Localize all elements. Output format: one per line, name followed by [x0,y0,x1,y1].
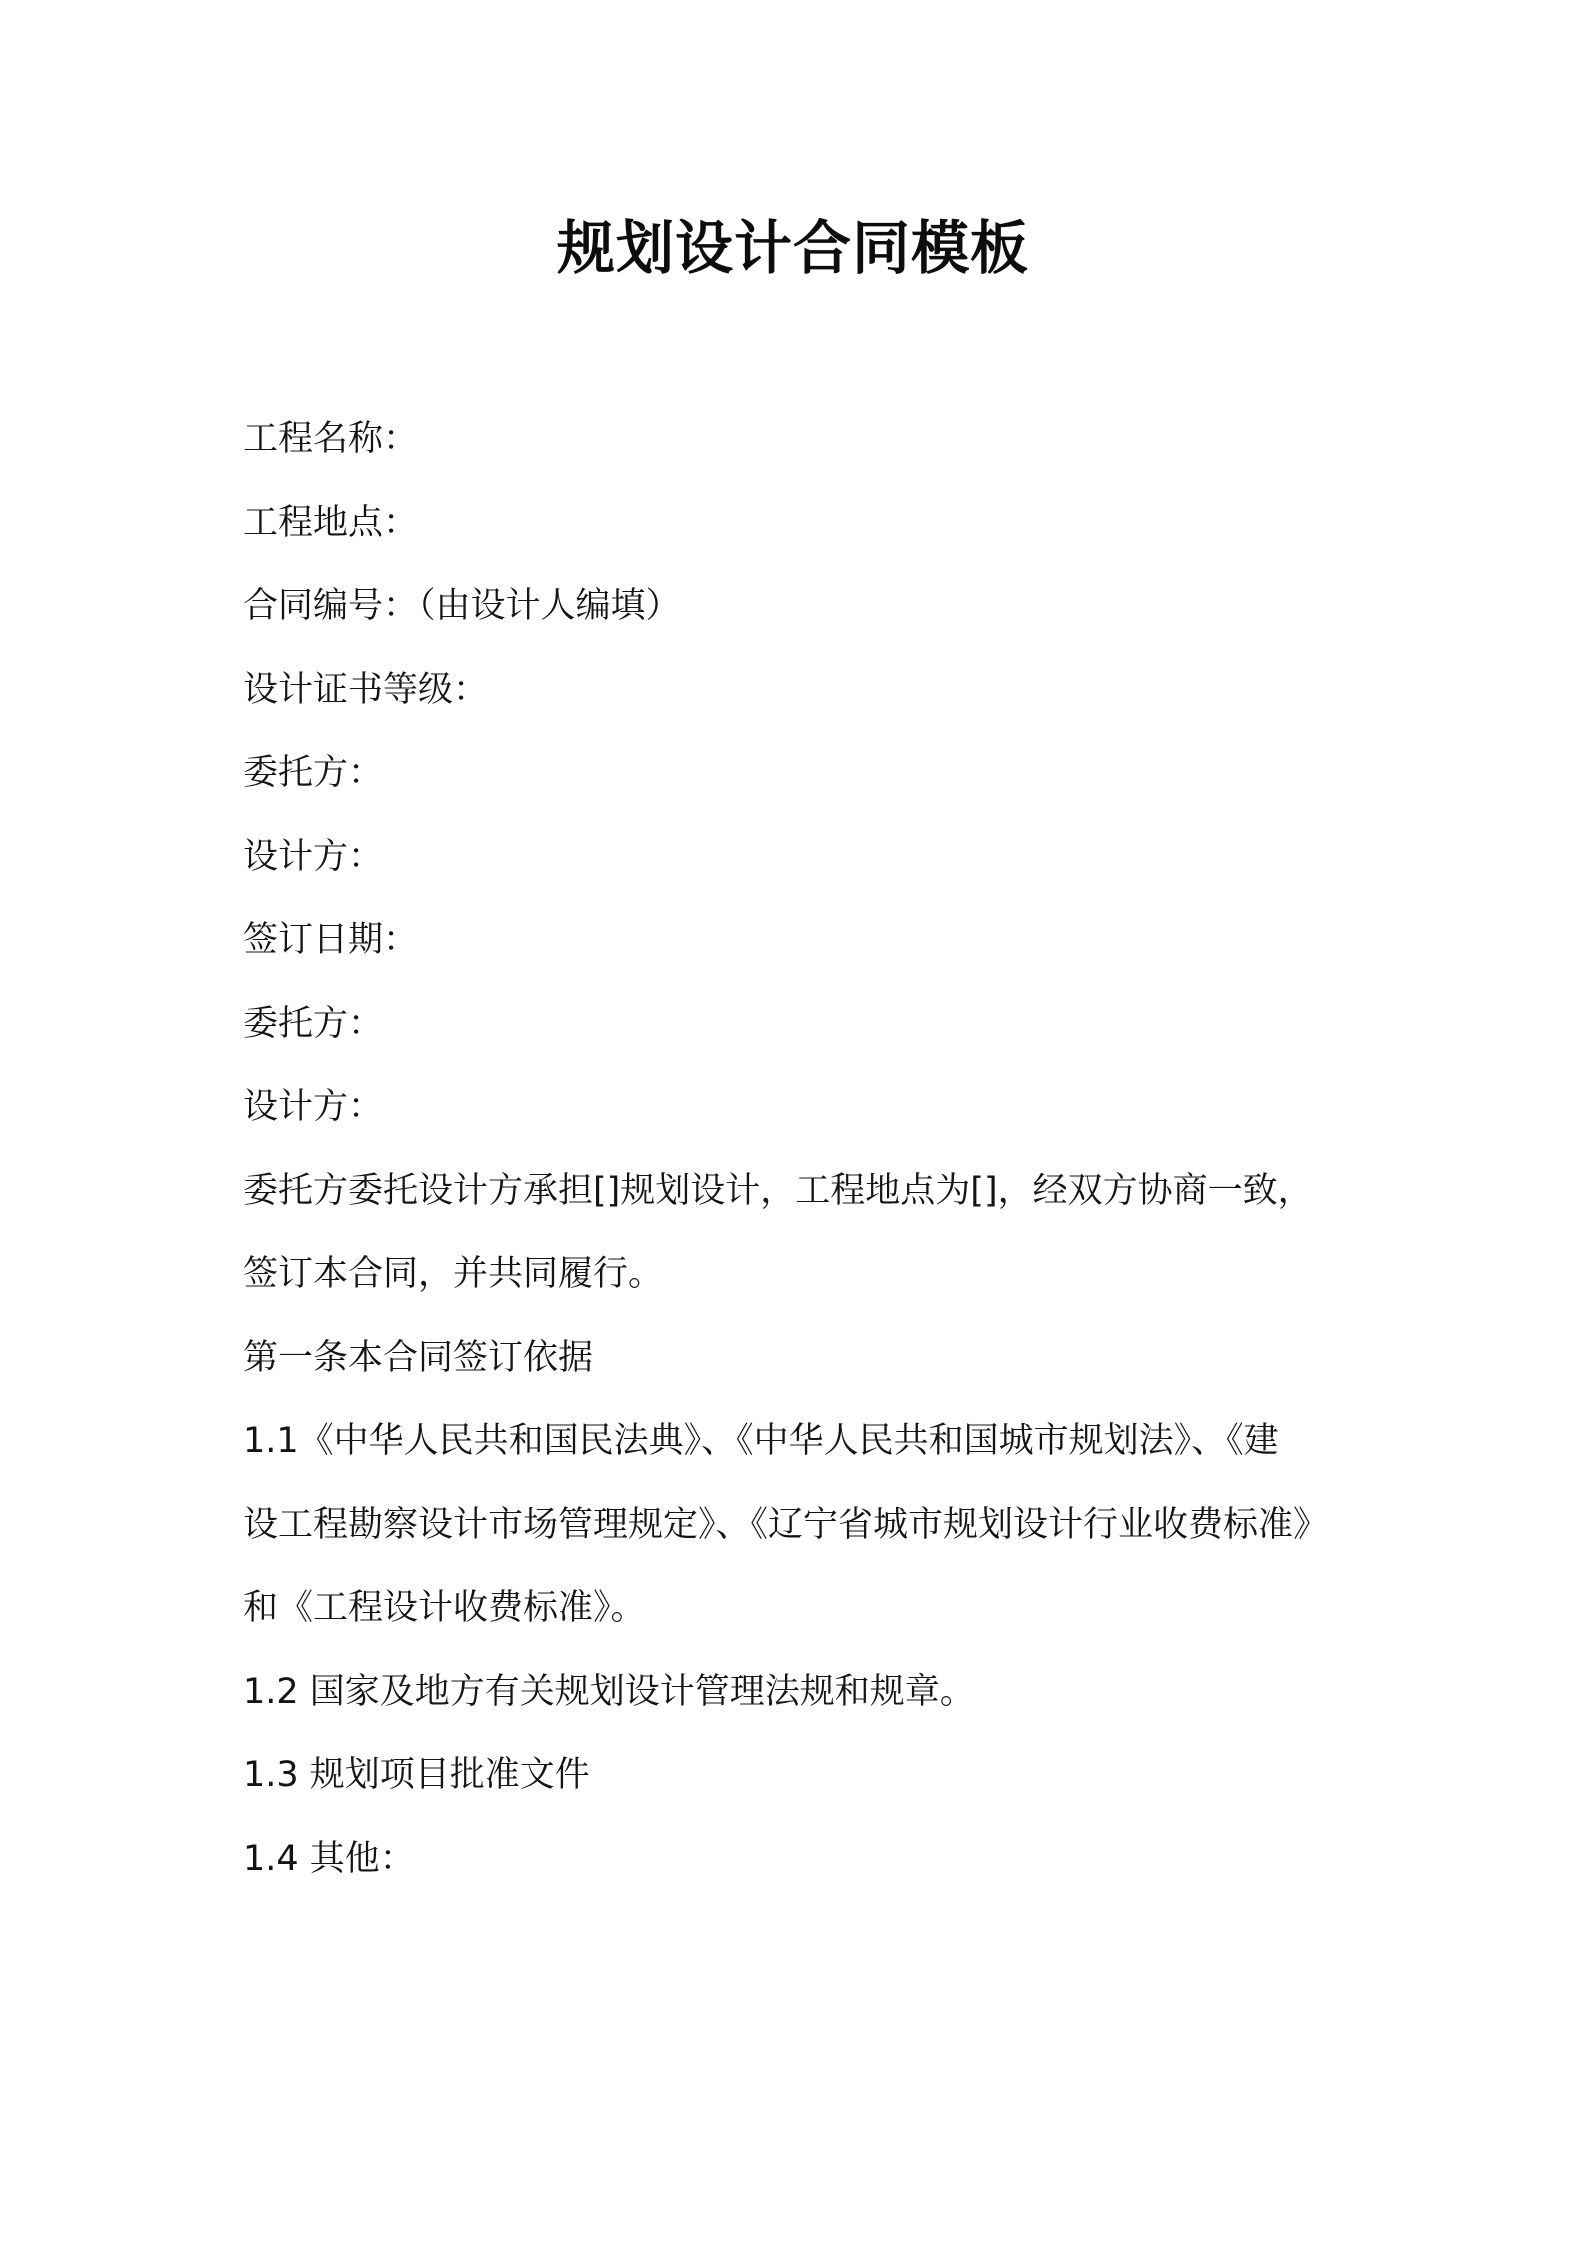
field-client: 委托方： [243,753,384,793]
field-contract-number: 合同编号：（由设计人编填） [243,586,681,626]
clause-1-1-line-3: 和《工程设计收费标准》。 [243,1588,646,1628]
field-certificate-grade: 设计证书等级： [243,669,489,710]
clause-1-2: 1.2 国家及地方有关规划设计管理法规和规章。 [243,1671,975,1712]
clause-1-4: 1.4 其他： [243,1838,415,1879]
field-client-repeat: 委托方： [243,1003,384,1044]
preamble-line-1: 委托方委托设计方承担[]规划设计，工程地点为[]，经双方协商一致， [243,1170,1313,1211]
clause-1-3: 1.3 规划项目批准文件 [243,1755,590,1795]
article-1-heading: 第一条本合同签订依据 [243,1337,594,1378]
clause-1-1-line-2: 设工程勘察设计市场管理规定》、《辽宁省城市规划设计行业收费标准》 [243,1504,1329,1545]
field-designer-repeat: 设计方： [243,1087,384,1127]
preamble-line-2: 签订本合同，并共同履行。 [243,1254,664,1294]
field-project-location: 工程地点： [243,502,419,543]
clause-1-1-line-1: 1.1《中华人民共和国民法典》、《中华人民共和国城市规划法》、《建 [243,1421,1279,1461]
field-designer: 设计方： [243,836,384,877]
field-project-name: 工程名称： [243,419,419,459]
document-body [243,398,1373,1901]
field-signing-date: 签订日期： [243,920,419,960]
document-title: 规划设计合同模板 [556,214,1029,282]
